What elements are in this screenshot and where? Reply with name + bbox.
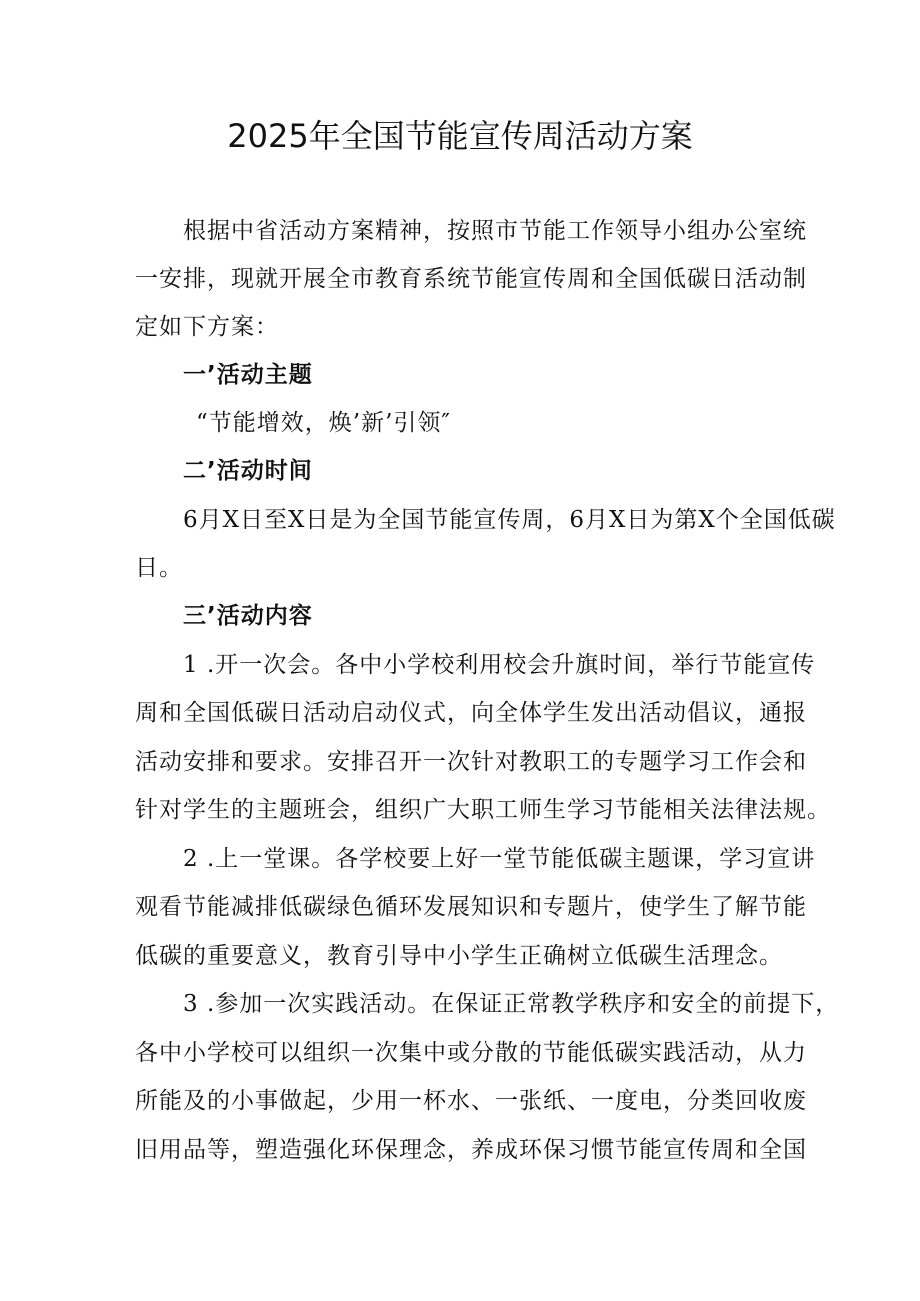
content-item1-line-3: 活动安排和要求。安排召开一次针对教职工的专题学习工作会和 [135, 749, 807, 775]
section-heading-time: 二’活动时间 [183, 458, 313, 484]
content-item1-line-2: 周和全国低碳日活动启动仪式，向全体学生发出活动倡议，通报 [135, 700, 807, 726]
content-item2-line-2: 观看节能减排低碳绿色循环发展知识和专题片，使学生了解节能 [135, 894, 807, 920]
time-line-2: 日。 [135, 555, 183, 581]
intro-line-2: 一安排，现就开展全市教育系统节能宣传周和全国低碳日活动制 [135, 266, 807, 292]
content-item3-line-2: 各中小学校可以组织一次集中或分散的节能低碳实践活动，从力 [135, 1040, 807, 1066]
document-title: 2025年全国节能宣传周活动方案 [227, 117, 693, 155]
content-item1-line-4: 针对学生的主题班会，组织广大职工师生学习节能相关法律法规。 [135, 797, 831, 823]
content-item3-line-4: 旧用品等，塑造强化环保理念，养成环保习惯节能宣传周和全国 [135, 1137, 807, 1163]
theme-slogan: “节能增效，焕’新’引领″ [196, 410, 451, 436]
intro-line-3: 定如下方案： [135, 314, 279, 340]
content-item2-line-3: 低碳的重要意义，教育引导中小学生正确树立低碳生活理念。 [135, 943, 783, 969]
time-line-1: 6月X日至X日是为全国节能宣传周，6月X日为第X个全国低碳 [183, 507, 836, 533]
intro-line-1: 根据中省活动方案精神，按照市节能工作领导小组办公室统 [183, 218, 807, 244]
section-heading-theme: 一’活动主题 [183, 362, 313, 388]
content-item3-line-3: 所能及的小事做起，少用一杯水、一张纸、一度电，分类回收废 [135, 1088, 807, 1114]
section-heading-content: 三’活动内容 [183, 603, 313, 629]
content-item2-line-1: 2 .上一堂课。各学校要上好一堂节能低碳主题课，学习宣讲 [183, 846, 816, 872]
content-item1-line-1: 1 .开一次会。各中小学校利用校会升旗时间，举行节能宣传 [183, 652, 816, 678]
content-item3-line-1: 3 .参加一次实践活动。在保证正常教学秩序和安全的前提下， [183, 991, 840, 1017]
